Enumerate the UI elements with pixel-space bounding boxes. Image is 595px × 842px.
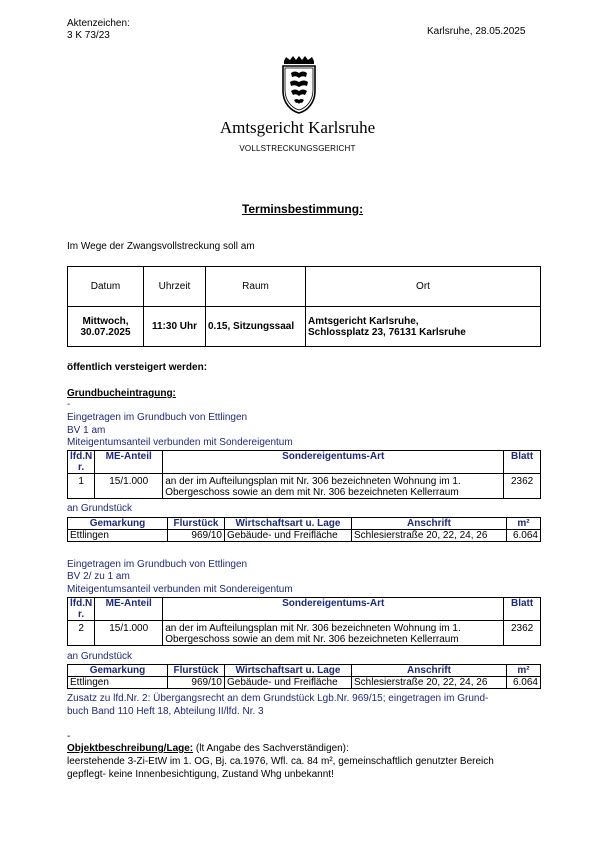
aktenzeichen-label: Aktenzeichen: <box>67 18 130 29</box>
objekt-note: (lt Angabe des Sachverständigen): <box>193 743 349 754</box>
entry-1-lfd: 1 <box>68 474 95 499</box>
zusatz-line2: buch Band 110 Heft 18, Abteilung II/lfd. Nr. 3 <box>67 706 264 717</box>
entry-2-line2: BV 2/ zu 1 am <box>67 571 130 582</box>
grundbuch-heading: Grundbucheintragung: <box>67 388 176 399</box>
entry-2-col-gemarkung: Gemarkung <box>68 665 168 677</box>
entry-1-flurstueck: 969/10 <box>168 530 225 542</box>
entry-2-col-anschrift: Anschrift <box>352 665 507 677</box>
entry-1-an-grundstueck: an Grundstück <box>67 503 133 514</box>
entry-2-col-lfd-b: r. <box>78 609 85 620</box>
entry-2-col-wirtschaft: Wirtschaftsart u. Lage <box>225 665 352 677</box>
entry-1-col-art: Sondereigentums-Art <box>163 451 504 474</box>
entry-2-art <box>163 621 504 646</box>
entry-1-col-blatt: Blatt <box>504 451 541 474</box>
entry-2-col-me: ME-Anteil <box>95 598 163 621</box>
termin-ort-line1: Amtsgericht Karlsruhe, <box>308 315 419 327</box>
intro-text: Im Wege der Zwangsvollstreckung soll am <box>67 241 255 252</box>
entry-2-sondereigentum-table <box>67 597 541 646</box>
entry-1-gemarkung: Ettlingen <box>68 530 168 542</box>
entry-2-line3: Miteigentumsanteil verbunden mit Sondereigentum <box>67 584 293 595</box>
termin-datum <box>68 307 144 347</box>
entry-2-m2: 6.064 <box>507 677 541 689</box>
entry-2-grundstueck-table <box>67 664 541 689</box>
entry-2-col-flurstueck: Flurstück <box>168 665 225 677</box>
entry-2-col-art: Sondereigentums-Art <box>163 598 504 621</box>
entry-1-col-gemarkung: Gemarkung <box>68 518 168 530</box>
objekt-heading: Objektbeschreibung/Lage: <box>67 743 194 754</box>
termin-ort-line2: Schlossplatz 23, 76131 Karlsruhe <box>308 326 466 338</box>
entry-1-art-line2: Obergeschoss sowie an dem mit Nr. 306 bezeichneten Kellerraum <box>165 487 459 498</box>
entry-1-line1: Eingetragen im Grundbuch von Ettlingen <box>67 412 248 423</box>
entry-2-art-line2: Obergeschoss sowie an dem mit Nr. 306 bezeichneten Kellerraum <box>165 634 459 645</box>
entry-1-col-m2: m² <box>507 518 541 530</box>
termin-ort <box>306 307 541 347</box>
zusatz-line1: Zusatz zu lfd.Nr. 2: Übergangsrecht an dem Grundstück Lgb.Nr. 969/15; eingetragen im Grund- <box>67 693 489 704</box>
entry-2-me: 15/1.000 <box>95 621 163 646</box>
document-title: Terminsbestimmung: <box>241 202 364 216</box>
entry-1-line3: Miteigentumsanteil verbunden mit Sondereigentum <box>67 437 293 448</box>
entry-2-line1: Eingetragen im Grundbuch von Ettlingen <box>67 559 248 570</box>
entry-1-col-lfd-b: r. <box>78 462 85 473</box>
entry-1-art-line1: an der im Aufteilungsplan mit Nr. 306 bezeichneten Wohnung im 1. <box>165 476 461 487</box>
entry-2-gemarkung: Ettlingen <box>68 677 168 689</box>
entry-2-col-blatt: Blatt <box>504 598 541 621</box>
entry-2-blatt: 2362 <box>504 621 541 646</box>
entry-1-col-wirtschaft: Wirtschaftsart u. Lage <box>225 518 352 530</box>
entry-2-wirtschaft: Gebäude- und Freifläche <box>225 677 352 689</box>
objekt-line1: leerstehende 3-Zi-EtW im 1. OG, Bj. ca.1976, Wfl. ca. 84 m², gemeinschaftlich genutzter Bereich <box>67 756 494 767</box>
aktenzeichen-value: 3 K 73/23 <box>67 30 110 41</box>
termin-table <box>67 266 541 347</box>
entry-2-col-m2: m² <box>507 665 541 677</box>
termin-header-uhrzeit: Uhrzeit <box>144 267 206 307</box>
entry-2-col-lfd-a: lfd.N <box>70 598 93 609</box>
entry-1-col-lfd-a: lfd.N <box>70 451 93 462</box>
versteigert-text: öffentlich versteigert werden: <box>67 362 208 373</box>
place-date: Karlsruhe, 28.05.2025 <box>427 26 526 37</box>
entry-2-an-grundstueck: an Grundstück <box>67 651 133 662</box>
entry-1-me: 15/1.000 <box>95 474 163 499</box>
objekt-heading-row <box>67 743 349 755</box>
termin-header-ort: Ort <box>306 267 541 307</box>
entry-1-col-flurstueck: Flurstück <box>168 518 225 530</box>
entry-1-anschrift: Schlesierstraße 20, 22, 24, 26 <box>352 530 507 542</box>
entry-1-col-anschrift: Anschrift <box>352 518 507 530</box>
court-name: Amtsgericht Karlsruhe <box>219 118 376 137</box>
dash-separator-2: - <box>67 731 71 742</box>
entry-2-art-line1: an der im Aufteilungsplan mit Nr. 306 bezeichneten Wohnung im 1. <box>165 623 461 634</box>
entry-1-art <box>163 474 504 499</box>
entry-1-blatt: 2362 <box>504 474 541 499</box>
dash-separator: - <box>67 399 71 410</box>
termin-datum-line2: 30.07.2025 <box>80 326 131 338</box>
termin-raum: 0.15, Sitzungssaal <box>206 307 306 347</box>
termin-uhrzeit: 11:30 Uhr <box>144 307 206 347</box>
termin-datum-line1: Mittwoch, <box>82 315 129 327</box>
entry-2-anschrift: Schlesierstraße 20, 22, 24, 26 <box>352 677 507 689</box>
entry-2-col-lfd <box>68 598 95 621</box>
entry-1-line2: BV 1 am <box>67 425 106 436</box>
termin-header-raum: Raum <box>206 267 306 307</box>
entry-1-grundstueck-table <box>67 517 541 542</box>
coat-of-arms-icon <box>279 55 319 115</box>
entry-1-sondereigentum-table <box>67 450 541 499</box>
entry-1-col-me: ME-Anteil <box>95 451 163 474</box>
termin-header-datum: Datum <box>68 267 144 307</box>
entry-1-col-lfd <box>68 451 95 474</box>
entry-1-m2: 6.064 <box>507 530 541 542</box>
entry-2-flurstueck: 969/10 <box>168 677 225 689</box>
entry-1-wirtschaft: Gebäude- und Freifläche <box>225 530 352 542</box>
court-department: VOLLSTRECKUNGSGERICHT <box>239 144 356 153</box>
entry-2-lfd: 2 <box>68 621 95 646</box>
objekt-line2: gepflegt- keine Innenbesichtigung, Zustand Whg unbekannt! <box>67 769 334 780</box>
